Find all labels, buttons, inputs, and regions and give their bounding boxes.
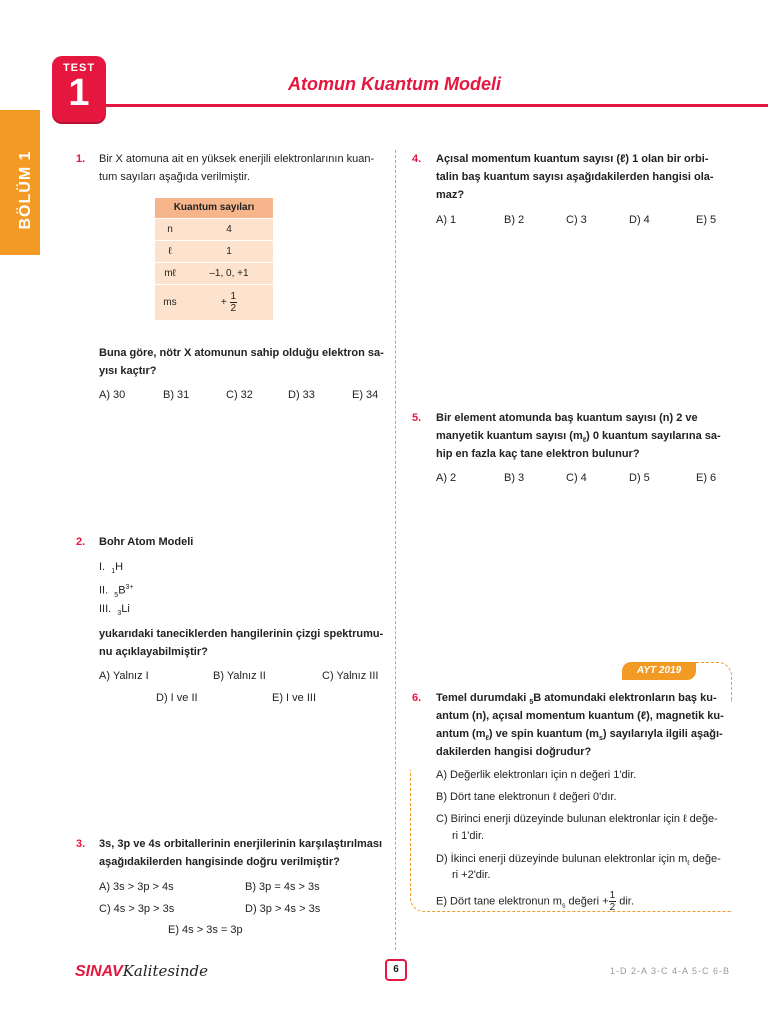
q5-option[interactable]: D) 5 bbox=[629, 472, 650, 484]
q6-option-d-cont: ri +2'dir. bbox=[452, 869, 491, 881]
q1-question-line2: yısı kaçtır? bbox=[99, 365, 157, 377]
fraction-denominator: 2 bbox=[230, 302, 237, 314]
page-title: Atomun Kuantum Modeli bbox=[288, 74, 501, 94]
q4-question-line3: maz? bbox=[436, 189, 465, 201]
column-divider bbox=[395, 150, 396, 950]
ion-charge: 3+ bbox=[125, 584, 134, 591]
table-cell: 1 bbox=[185, 240, 273, 262]
q6-option-a[interactable]: A) Değerlik elektronları için n değeri 1'dir. bbox=[436, 769, 637, 781]
publisher-logo bbox=[75, 962, 208, 981]
q4-number: 4. bbox=[412, 153, 422, 165]
answer-key: 1-D 2-A 3-C 4-A 5-C 6-B bbox=[610, 966, 731, 976]
q3-question-line1: 3s, 3p ve 4s orbitallerinin enerjilerinin karşılaştırılması bbox=[99, 838, 383, 850]
q2-question-line1: yukarıdaki taneciklerden hangilerinin çizgi spektrumu- bbox=[99, 628, 384, 640]
q1-option[interactable]: D) 33 bbox=[288, 389, 315, 401]
test-badge-label: TEST bbox=[62, 62, 96, 74]
quantum-numbers-table bbox=[155, 198, 273, 321]
table-cell-fraction bbox=[185, 284, 273, 320]
element-symbol: B bbox=[118, 584, 126, 597]
q1-option[interactable]: C) 32 bbox=[226, 389, 253, 401]
q3-number: 3. bbox=[76, 838, 86, 850]
q1-intro-line2: tum sayıları aşağıda verilmiştir. bbox=[99, 171, 250, 183]
roman-numeral: II. bbox=[99, 584, 109, 597]
q4-option[interactable]: B) 2 bbox=[504, 214, 525, 226]
q6-option-c-cont: ri 1'dir. bbox=[452, 830, 485, 842]
q4-option[interactable]: E) 5 bbox=[696, 214, 717, 226]
q5-option[interactable]: E) 6 bbox=[696, 472, 717, 484]
fraction-denominator: 2 bbox=[609, 902, 616, 913]
q5-question-line2: manyetik kuantum sayısı $(m_\ell)$ 0 kuantum sayılarına sa- bbox=[436, 430, 721, 445]
q4-option[interactable]: D) 4 bbox=[629, 214, 650, 226]
q2-option[interactable]: C) Yalnız III bbox=[322, 670, 379, 682]
fraction-sign: + bbox=[602, 895, 609, 908]
q6-text: dir. bbox=[616, 895, 634, 908]
q1-number: 1. bbox=[76, 153, 86, 165]
fraction-numerator: 1 bbox=[609, 890, 616, 901]
q4-option[interactable]: C) 3 bbox=[566, 214, 587, 226]
test-badge bbox=[52, 56, 106, 122]
page-number: 6 bbox=[385, 959, 407, 981]
q6-text: değeri bbox=[565, 895, 603, 908]
q1-option[interactable]: A) 30 bbox=[99, 389, 126, 401]
roman-numeral: III. bbox=[99, 603, 112, 615]
q1-question-line1: Buna göre, nötr X atomunun sahip olduğu elektron sa- bbox=[99, 347, 384, 359]
table-cell: 4 bbox=[185, 218, 273, 240]
q6-question-line4: dakilerden hangisi doğrudur? bbox=[436, 746, 592, 758]
atomic-number: 3 bbox=[117, 610, 122, 618]
table-cell: mℓ bbox=[155, 262, 185, 284]
q1-option[interactable]: B) 31 bbox=[163, 389, 190, 401]
q6-text: değe- bbox=[689, 853, 721, 865]
atomic-number: 1 bbox=[111, 568, 116, 576]
atomic-number: 5 bbox=[114, 591, 119, 599]
q6-text: ) sayılarıyla ilgili aşağı- bbox=[602, 728, 723, 740]
roman-numeral: I. bbox=[99, 561, 106, 573]
q6-text: D) İkinci enerji düzeyinde bulunan elektronlar için m bbox=[436, 853, 688, 865]
q5-question-line1: Bir element atomunda baş kuantum sayısı (n) 2 ve bbox=[436, 412, 698, 424]
q5-option[interactable]: C) 4 bbox=[566, 472, 587, 484]
q3-option[interactable]: E) 4s > 3s = 3p bbox=[168, 924, 243, 936]
q1-intro-line1: Bir X atomuna ait en yüksek enerjili elektronlarının kuan- bbox=[99, 153, 375, 165]
q2-option[interactable]: E) I ve III bbox=[272, 692, 317, 704]
test-badge-number: 1 bbox=[68, 72, 90, 114]
q4-option[interactable]: A) 1 bbox=[436, 214, 457, 226]
q5-question-line3: hip en fazla kaç tane elektron bulunur? bbox=[436, 448, 640, 460]
q1-option[interactable]: E) 34 bbox=[352, 389, 379, 401]
atomic-number: 5 bbox=[529, 699, 534, 707]
table-header: Kuantum sayıları bbox=[155, 198, 273, 218]
q2-title: Bohr Atom Modeli bbox=[99, 536, 194, 548]
q6-text: ) ve spin kuantum (m bbox=[488, 728, 599, 740]
q6-question-line3: antum $(m_\ell)$ ve spin kuantum $(m_s)$ sayılarıyla ilgili aşağı- bbox=[436, 728, 723, 743]
title-underline bbox=[106, 104, 768, 107]
q2-option[interactable]: A) Yalnız I bbox=[99, 670, 149, 682]
section-label: BÖLÜM 1 bbox=[17, 150, 34, 230]
q5-option[interactable]: B) 3 bbox=[504, 472, 525, 484]
q3-option[interactable]: D) 3p > 4s > 3s bbox=[245, 903, 321, 915]
q2-option[interactable]: B) Yalnız II bbox=[213, 670, 266, 682]
q4-question-line2: talin baş kuantum sayısı aşağıdakilerden hangisi ola- bbox=[436, 171, 714, 183]
fraction-sign: + bbox=[220, 296, 227, 308]
q6-number: 6. bbox=[412, 692, 422, 704]
fraction-numerator: 1 bbox=[230, 290, 237, 302]
q2-option[interactable]: D) I ve II bbox=[156, 692, 198, 704]
element-symbol: H bbox=[115, 561, 124, 573]
q6-text: E) Dört tane elektronun m bbox=[436, 895, 562, 908]
q3-question-line2: aşağıdakilerden hangisinde doğru verilmiştir? bbox=[99, 856, 340, 868]
q6-option-c[interactable]: C) Birinci enerji düzeyinde bulunan elektronlar için ℓ değe- bbox=[436, 813, 718, 825]
q2-question-line2: nu açıklayabilmiştir? bbox=[99, 646, 208, 658]
q5-number: 5. bbox=[412, 412, 422, 424]
q5-text: ) 0 kuantum sayılarına sa- bbox=[586, 430, 721, 442]
table-cell: n bbox=[155, 218, 185, 240]
logo-script: Kalitesinde bbox=[122, 962, 209, 980]
q4-question-line1: Açısal momentum kuantum sayısı (ℓ) 1 olan bir orbi- bbox=[436, 153, 709, 165]
table-cell: ℓ bbox=[155, 240, 185, 262]
q6-option-e[interactable]: E) Dört tane elektronun $m_s$ değeri + $\frac{1}{2}$ dir. bbox=[436, 890, 634, 913]
q2-number: 2. bbox=[76, 536, 86, 548]
q5-text: manyetik kuantum sayısı (m bbox=[436, 430, 583, 442]
q6-text: B atomundaki elektronların baş ku- bbox=[533, 692, 717, 704]
q5-option[interactable]: A) 2 bbox=[436, 472, 457, 484]
q3-option[interactable]: A) 3s > 3p > 4s bbox=[99, 881, 174, 893]
table-cell: ms bbox=[155, 284, 185, 320]
q2-item bbox=[99, 558, 123, 581]
fraction bbox=[230, 291, 238, 314]
q6-text: Temel durumdaki bbox=[436, 692, 530, 704]
exam-year-badge: AYT 2019 bbox=[622, 662, 696, 680]
table-cell: –1, 0, +1 bbox=[185, 262, 273, 284]
q6-text: antum (m bbox=[436, 728, 486, 740]
q6-question-line2: antum (n), açısal momentum kuantum (ℓ), magnetik ku- bbox=[436, 710, 724, 722]
logo-main: SINAV bbox=[75, 963, 123, 980]
q3-option[interactable]: C) 4s > 3p > 3s bbox=[99, 903, 175, 915]
q2-item bbox=[99, 600, 130, 623]
q3-option[interactable]: B) 3p = 4s > 3s bbox=[245, 881, 320, 893]
q6-option-d[interactable]: D) İkinci enerji düzeyinde bulunan elektronlar için $m_\ell$ değe- bbox=[436, 853, 721, 868]
q6-option-b[interactable]: B) Dört tane elektronun ℓ değeri 0'dır. bbox=[436, 791, 617, 803]
element-symbol: Li bbox=[121, 603, 130, 615]
